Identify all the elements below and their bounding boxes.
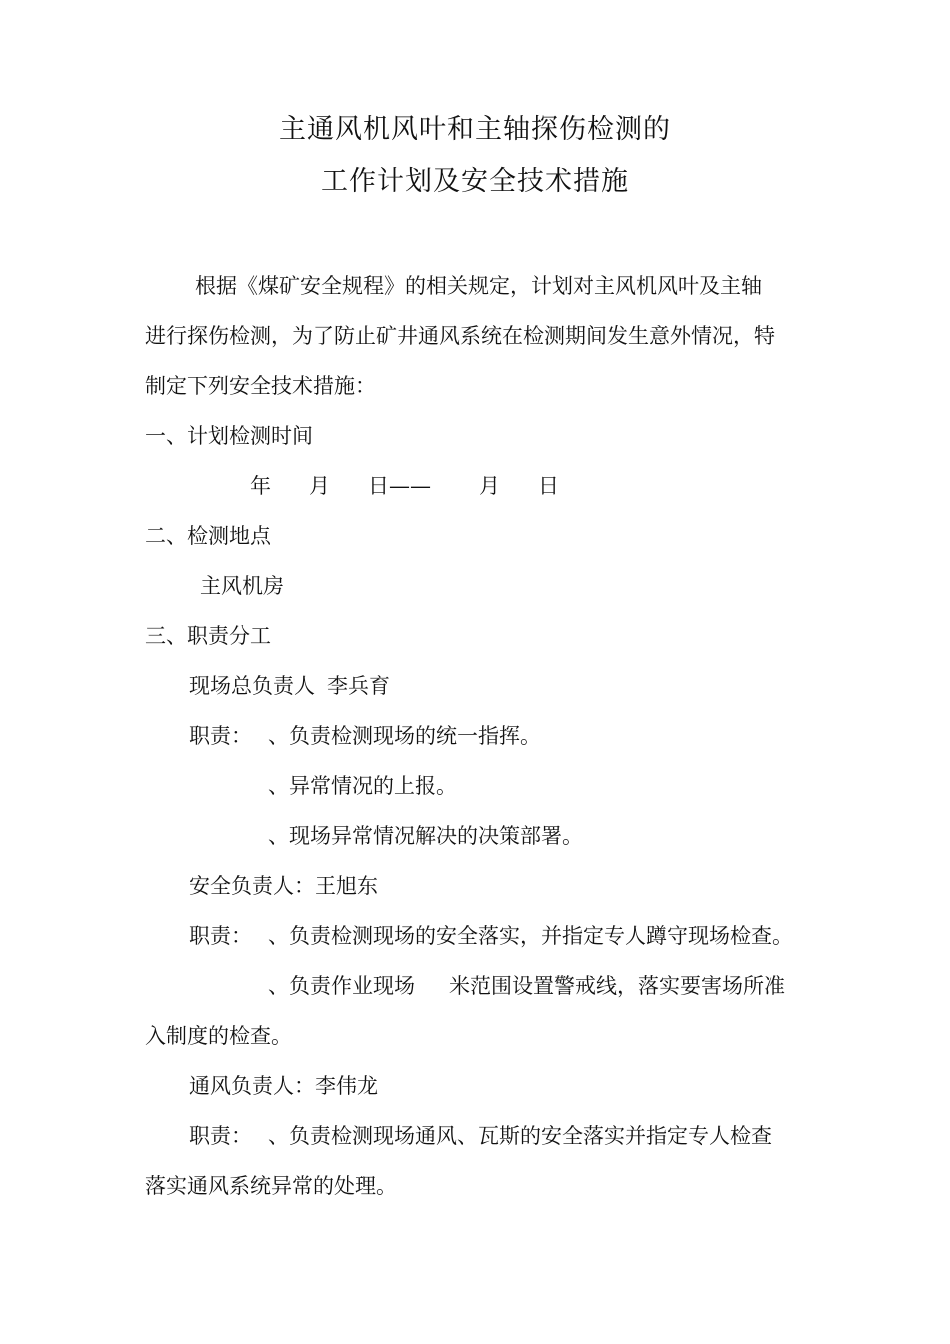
ventilation-duty-1-continued: 落实通风系统异常的处理。 [145, 1174, 397, 1198]
safety-leader: 安全负责人：王旭东 [189, 874, 378, 898]
section3-heading: 三、职责分工 [145, 624, 271, 648]
date-month-end: 月 [479, 474, 500, 498]
title-line-2: 工作计划及安全技术措施 [321, 166, 629, 197]
date-day-start: 日—— [368, 474, 431, 498]
onsite-leader-name: 李兵育 [327, 674, 390, 698]
safety-duty-2 [268, 972, 785, 1000]
date-year: 年 [250, 474, 271, 498]
location-text: 主风机房 [200, 574, 284, 598]
onsite-duty-1-text: 、负责检测现场的统一指挥。 [268, 724, 541, 748]
date-month-start: 月 [309, 474, 330, 498]
ventilation-duty-1 [189, 1122, 772, 1150]
safety-duty-2-part-b: 米范围设置警戒线，落实要害场所准 [449, 974, 785, 998]
safety-duty-2-part-a: 、负责作业现场 [268, 974, 415, 998]
intro-line-3: 制定下列安全技术措施： [145, 374, 376, 398]
safety-duty-1 [189, 922, 793, 950]
onsite-duty-2: 、异常情况的上报。 [268, 774, 457, 798]
intro-line-1: 根据《煤矿安全规程》的相关规定，计划对主风机风叶及主轴 [195, 274, 762, 298]
ventilation-duty-1-text: 、负责检测现场通风、瓦斯的安全落实并指定专人检查 [268, 1124, 772, 1148]
onsite-duty-3: 、现场异常情况解决的决策部署。 [268, 824, 583, 848]
safety-duty-1-text: 、负责检测现场的安全落实，并指定专人蹲守现场检查。 [268, 924, 793, 948]
ventilation-leader: 通风负责人：李伟龙 [189, 1074, 378, 1098]
intro-line-2: 进行探伤检测，为了防止矿井通风系统在检测期间发生意外情况，特 [145, 324, 775, 348]
section1-heading: 一、计划检测时间 [145, 424, 313, 448]
onsite-duties-label: 职责： [189, 724, 252, 748]
ventilation-duties-label: 职责： [189, 1124, 252, 1148]
onsite-leader [189, 672, 390, 700]
onsite-duty-1 [189, 722, 541, 750]
title-line-1: 主通风机风叶和主轴探伤检测的 [279, 114, 671, 145]
date-range [250, 472, 559, 500]
safety-duty-2-continued: 入制度的检查。 [145, 1024, 292, 1048]
date-day-end: 日 [538, 474, 559, 498]
safety-duties-label: 职责： [189, 924, 252, 948]
onsite-leader-label: 现场总负责人 [189, 674, 315, 698]
section2-heading: 二、检测地点 [145, 524, 271, 548]
